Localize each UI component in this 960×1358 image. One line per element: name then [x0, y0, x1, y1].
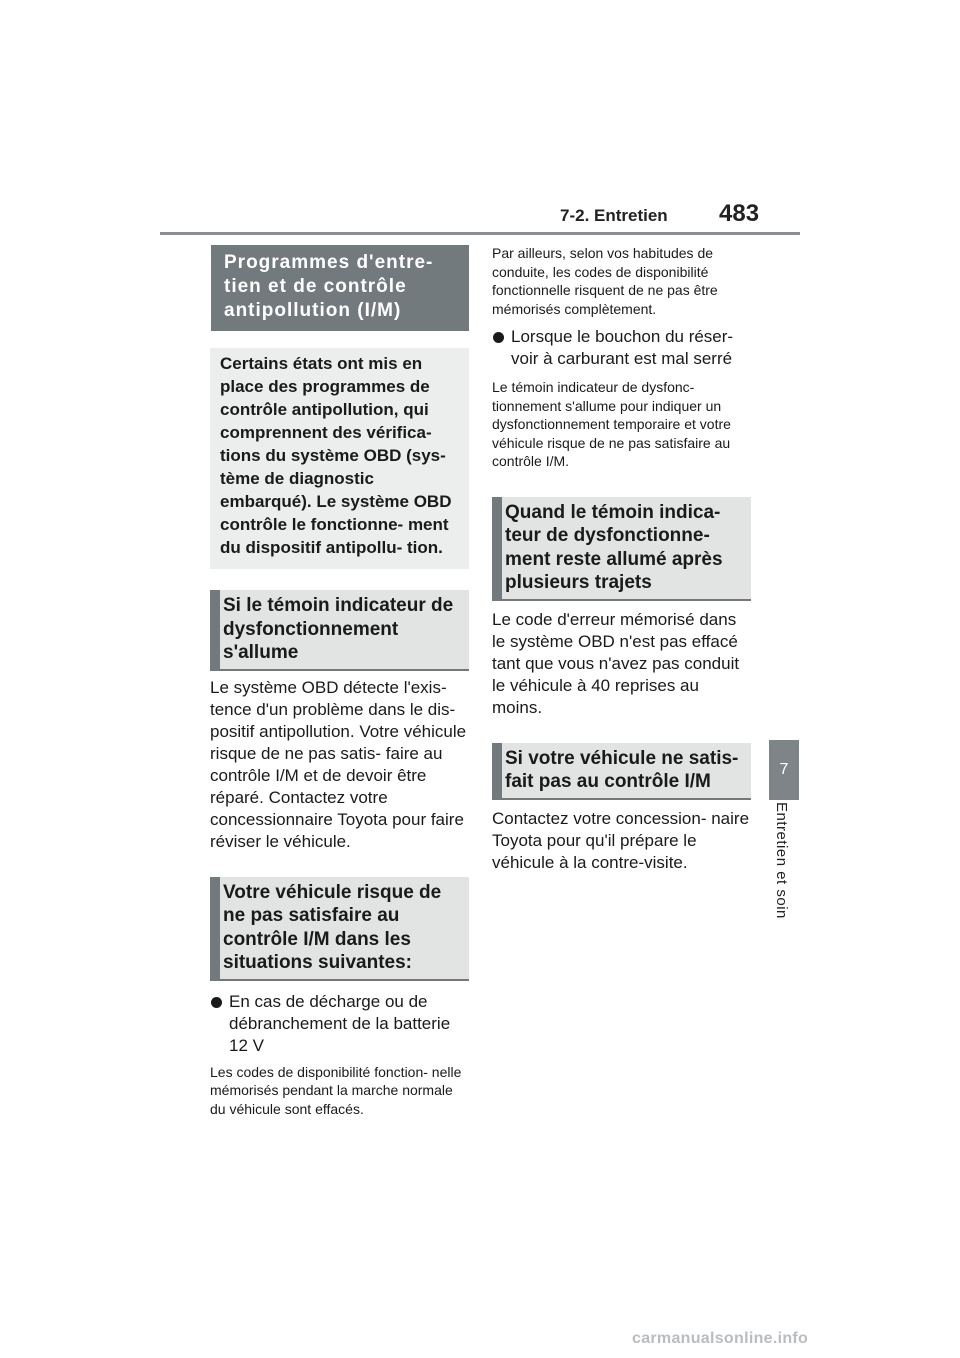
note-driving-habits: Par ailleurs, selon vos habitudes de conduite, les codes de disponibilité fonctionnelle risquent de ne pas être mémorisés complètement.: [492, 245, 718, 317]
paragraph-indicator-on: Le système OBD détecte l'exis- tence d'un problème dans le dis- positif antipollution. Votre véhicule risque de ne pas satis- faire au contrôle I/M et de devoir être réparé. Contactez votre concessionnaire Toyota pour faire réviser le véhicule.: [210, 677, 467, 851]
bullet-dot-icon: [211, 997, 222, 1008]
watermark: carmanualsonline.info: [632, 1330, 809, 1347]
note-battery: Les codes de disponibilité fonction- nelle mémorisés pendant la marche normale du véhicule sont effacés.: [210, 1063, 462, 1117]
left-column: [210, 245, 469, 1118]
main-heading: Programmes d'entre- tien et de contrôle antipollution (I/M): [211, 245, 469, 331]
subheading-failed-check: Si votre véhicule ne satis- fait pas au contrôle I/M: [492, 743, 751, 800]
bullet-fuel-cap: [492, 326, 751, 370]
header-divider: [160, 232, 800, 235]
chapter-tab: [769, 740, 799, 800]
paragraph-stays-on: Le code d'erreur mémorisé dans le système OBD n'est pas effacé tant que vous n'avez pas conduit le véhicule à 40 reprises au moins.: [492, 609, 740, 717]
chapter-number: 7: [779, 761, 789, 778]
section-title: 7-2. Entretien: [560, 206, 668, 225]
bullet-dot-icon: [493, 332, 504, 343]
chapter-label: Entretien et soin: [773, 802, 790, 919]
page-number: 483: [719, 200, 760, 227]
bullet-battery-text: En cas de décharge ou de débranchement de la batterie 12 V: [229, 991, 451, 1055]
subheading-indicator-on: Si le témoin indicateur de dysfonctionnement s'allume: [210, 590, 469, 671]
bullet-fuel-cap-text: Lorsque le bouchon du réser- voir à carburant est mal serré: [511, 327, 734, 368]
subheading-stays-on: Quand le témoin indica- teur de dysfonctionne- ment reste allumé après plusieurs trajets: [492, 497, 751, 601]
right-column: [492, 244, 751, 874]
intro-box: Certains états ont mis en place des programmes de contrôle antipollution, qui comprennent des vérifica- tions du système OBD (sys- tème de diagnostic embarqué). Le système OBD contrôle le fonctionne- ment du dispositif antipollu- tion.: [210, 348, 469, 569]
note-fuel-cap: Le témoin indicateur de dysfonc- tionnement s'allume pour indiquer un dysfonctionnement temporaire et votre véhicule risque de ne pas satisfaire au contrôle I/M.: [492, 379, 731, 469]
paragraph-failed-check: Contactez votre concession- naire Toyota pour qu'il prépare le véhicule à la contre-visite.: [492, 808, 750, 872]
bullet-battery: [210, 991, 469, 1057]
subheading-situations: Votre véhicule risque de ne pas satisfaire au contrôle I/M dans les situations suivantes:: [210, 877, 469, 981]
